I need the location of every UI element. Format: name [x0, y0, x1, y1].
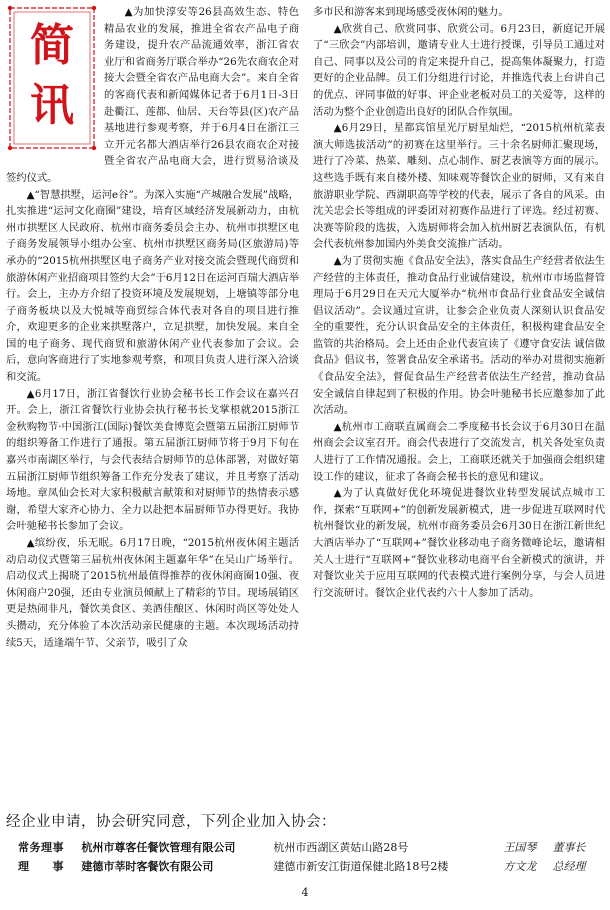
- member-person: 王国琴: [503, 841, 537, 854]
- new-members-section: [6, 812, 604, 876]
- right-column: [313, 4, 605, 601]
- news-paragraph-continued: 多市民和游客来到现场感受夜休闲的魅力。: [313, 6, 509, 18]
- member-address: 杭州市西湖区黄姑山路28号: [273, 841, 409, 854]
- news-paragraph: ▲缤纷夜，乐无眠。6月17日晚，“2015杭州夜休闲主题活动启动仪式暨第三届杭州夜休闲主题嘉年华”在吴山广场举行。启动仪式上揭晓了2015杭州最值得推荐的夜休闲商圈10强、夜休闲商户20强，还由专业演员倾献上了精彩的节目。现场展销区更是热闹非凡，餐饮美食区、美酒佳酿区、休闲时尚区等处处人头攒动，充分体验了本次活动亲民健康的主题。本次现场活动持续5天，适逢端午节、父亲节，吸引了众: [6, 537, 299, 649]
- jianxun-logo: [6, 4, 98, 152]
- news-paragraph: ▲“智慧拱墅，运河e谷”。为深入实施“产城融合发展”战略，扎实推进“运河文化商圈”建设，培育区域经济发展新动力，由杭州市拱墅区人民政府、杭州市商务委员会主办、杭州市拱墅区电子商务发展领导小组办公室、杭州市拱墅区商务局(区旅游局)等承办的“2015杭州拱墅区电子商务产业对接交流会暨现代商贸和旅游休闲产业招商项目签约大会”于6月12日在运河百瑞大酒店举行。会上，主办方介绍了投资环境及发展规划，上塘镇等部分电子商务板块以及大悦城等商贸综合体代表对各自的项目进行推介，欢迎更多的企业来拱墅落户，立足拱墅，加快发展。来自全国的电子商务、现代商贸和旅游休闲产业代表参加了会议。会后，意向客商进行了实地参观考察，和项目负责人进行深入洽谈和交流。: [6, 188, 299, 384]
- news-paragraph: ▲6月29日，星都宾馆星光厅厨星灿烂，“2015杭州杭菜表演大师选拔活动”的初赛在这里举行。三十余名厨师汇聚现场，进行了冷菜、热菜、雕刻、点心制作、厨艺表演等方面的展示。这些选手既有来自楼外楼、知味观等餐饮企业的厨师，又有来自旅游职业学院、西湖职高等学校的代表，展示了各自的风采。由沈关忠会长等组成的评委团对初赛作品进行了评选。经过初赛、决赛等阶段的选拔，入选厨师将会加入杭州厨艺表演队伍，有机会代表杭州参加国内外美食交流推广活动。: [313, 122, 605, 251]
- member-row: [6, 838, 604, 857]
- new-members-title: 经企业申请，协会研究同意，下列企业加入协会：: [6, 814, 336, 830]
- news-paragraph: ▲杭州市工商联直属商会二季度秘书长会议于6月30日在温州商会会议室召开。商会代表进行了交流发言，机关各处室负责人进行了工作情况通报。会上，工商联还就关于加强商会组织建设工作的建议，征求了各商会秘书长的意见和建议。: [313, 420, 605, 483]
- news-paragraph: ▲欣赏自己、欣赏同事、欣赏公司。6月23日，新庭记开展了“三欣会”内部培训，邀请专业人士进行授课，引导员工通过对自己、同事以及公司的肯定来提升自己，提高集体凝聚力，打造更好的企业品牌。员工们分组进行讨论，并推选代表上台讲自己的优点、评同事做的好事、评企业老板对员工的关爱等，这样的活动为整个企业创造出良好的团队合作氛围。: [313, 22, 605, 118]
- news-paragraph: ▲为了认真做好优化环境促进餐饮业转型发展试点城市工作，探索“互联网+”的创新发展新模式，进一步促进互联网时代杭州餐饮业的新发展，杭州市商务委员会6月30日在浙江新世纪大酒店举办了“互联网+”餐饮业移动电子商务微峰论坛，邀请相关人士进行“互联网+”餐饮业移动电商平台全新模式的演讲，并对餐饮业关于应用互联网的代表模式进行案例分享，与会人员进行交流研讨。餐饮企业代表约六十人参加了活动。: [313, 487, 605, 599]
- logo-char-xun: 讯: [30, 80, 74, 131]
- news-paragraph: ▲6月17日，浙江省餐饮行业协会秘书长工作会议在嘉兴召开。会上，浙江省餐饮行业协会执行秘书长戈掌根就2015浙江金秋购物节·中国浙江(国际)餐饮美食博览会暨第五届浙江厨师节的组织筹备工作进行了通报。第五届浙江厨师节将于9月下旬在嘉兴市南湖区举行，与会代表结合厨师节的总体部署，对做好第五届浙江厨师节组织筹备工作充分发表了建议，并且考察了活动场地。章凤仙会长对大家积极献言献策和对厨师节的热情表示感谢，希望大家齐心协力、全力以赴把本届厨师节办得更好。我协会叶驰秘书长参加了会议。: [6, 387, 299, 533]
- member-person: 方文龙: [503, 860, 537, 873]
- news-paragraph: ▲为加快淳安等26县高效生态、特色精品农业的发展，推进全省农产品电子商务建设，提升农产品流通效率，浙江省农业厅和省商务厅联合举办“26先农商农企对接大会暨全省农产品电商大会”。来自全省的客商代表和新闻媒体记者于6月1日-3日赴衢江、莲都、仙居、天台等县(区)农产品基地进行参观考察，并于6月4日在浙江三立开元名都大酒店举行26县农商农企对接暨全省农产品电商大会，进行贸易洽谈及签约仪式。: [6, 6, 299, 184]
- member-category: 理 事: [18, 860, 64, 873]
- member-position: 总经理: [552, 860, 586, 873]
- page-number: 4: [301, 886, 309, 899]
- left-column: [6, 4, 299, 651]
- member-category: 常务理事: [18, 841, 64, 854]
- member-company: 建德市莘时客餐饮有限公司: [81, 860, 214, 873]
- logo-char-jian: 简: [30, 20, 74, 71]
- member-position: 董事长: [552, 841, 586, 854]
- member-row: [6, 857, 604, 876]
- news-paragraph: ▲为了贯彻实施《食品安全法》，落实食品生产经营者依法生产经营的主体责任，推动食品行业诚信建设，杭州市市场监督管理局于6月29日在天元大厦举办“杭州市食品行业食品安全诚信倡议活动”。会议通过宣讲，让参会企业负责人深刻认识食品安全的重要性，充分认识食品安全的主体责任，积极构建食品安全监管的共治格局。会上还由企业代表宣读了《遵守食安法 诚信做食品》倡议书，签署食品安全承诺书。活动的举办对贯彻实施新《食品安全法》，督促食品生产经营者依法生产经营，推动食品安全诚信自律起到了积极的作用。协会叶驰秘书长应邀参加了此次活动。: [313, 254, 605, 417]
- member-company: 杭州市尊客任餐饮管理有限公司: [81, 841, 236, 854]
- news-item-1: [6, 4, 299, 187]
- member-address: 建德市新安江街道保健北路18号2楼: [273, 860, 449, 873]
